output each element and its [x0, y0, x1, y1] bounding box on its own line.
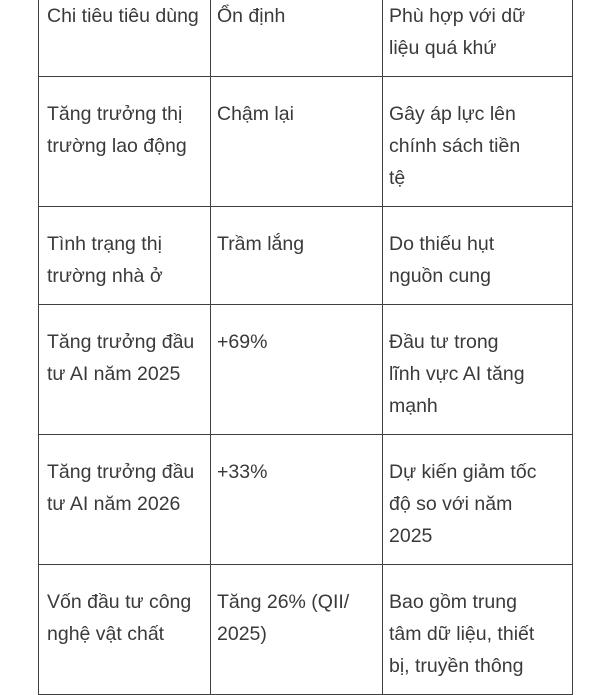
cell-note	[383, 0, 573, 77]
cell-note	[383, 305, 573, 435]
cell-note	[383, 565, 573, 695]
table-row	[39, 435, 573, 565]
cell-text: Tăng trưởng đầu	[47, 331, 195, 353]
cell-text: mạnh	[389, 395, 438, 417]
table-row	[39, 207, 573, 305]
cell-text: Tăng trưởng thị	[47, 103, 183, 125]
cell-text: 2025	[389, 525, 433, 547]
table-row	[39, 77, 573, 207]
cell-text: Dự kiến giảm tốc	[389, 461, 537, 483]
cell-text: Chậm lại	[217, 103, 294, 125]
cell-text: Tăng trưởng đầu	[47, 461, 195, 483]
cell-text: +69%	[217, 331, 268, 353]
cell-metric	[39, 565, 211, 695]
cell-text: nghệ vật chất	[47, 623, 165, 645]
cell-text: Gây áp lực lên	[389, 103, 516, 125]
cell-text: Tăng 26% (QII/	[217, 591, 350, 613]
cell-text: độ so với năm	[389, 493, 513, 515]
cell-metric	[39, 305, 211, 435]
cell-text: tâm dữ liệu, thiết	[389, 623, 535, 645]
cell-value	[211, 77, 383, 207]
table-row	[39, 305, 573, 435]
cell-metric	[39, 77, 211, 207]
cell-text: chính sách tiền	[389, 135, 521, 157]
cell-text: tư AI năm 2025	[47, 363, 181, 385]
table-row	[39, 0, 573, 77]
cell-text: liệu quá khứ	[389, 37, 497, 59]
cell-metric	[39, 0, 211, 77]
cell-text: Tình trạng thị	[47, 233, 162, 255]
cell-text: Phù hợp với dữ	[389, 5, 526, 27]
cell-text: Vốn đầu tư công	[47, 591, 192, 613]
cell-text: Trầm lắng	[217, 233, 305, 255]
cell-text: +33%	[217, 461, 268, 483]
cell-text: 2025)	[217, 623, 267, 645]
cell-value	[211, 207, 383, 305]
cell-metric	[39, 435, 211, 565]
cell-text: tệ	[389, 167, 406, 189]
cell-text: Ổn định	[217, 5, 286, 27]
cell-text: nguồn cung	[389, 265, 491, 287]
cell-text: lĩnh vực AI tăng	[389, 363, 525, 385]
cell-text: tư AI năm 2026	[47, 493, 181, 515]
cell-note	[383, 435, 573, 565]
cell-note	[383, 207, 573, 305]
cell-text: bị, truyền thông	[389, 655, 524, 677]
cell-text: trường nhà ở	[47, 265, 163, 287]
table-row	[39, 565, 573, 695]
table-body	[39, 0, 573, 695]
cell-metric	[39, 207, 211, 305]
cell-value	[211, 565, 383, 695]
cell-value	[211, 435, 383, 565]
cell-text: Chi tiêu tiêu dùng	[47, 5, 199, 27]
data-table	[38, 0, 573, 695]
cell-text: Do thiếu hụt	[389, 233, 495, 255]
cell-text: trường lao động	[47, 135, 187, 157]
cell-value	[211, 305, 383, 435]
cell-text: Đầu tư trong	[389, 331, 499, 353]
cell-value	[211, 0, 383, 77]
cell-text: Bao gồm trung	[389, 591, 517, 613]
cell-note	[383, 77, 573, 207]
